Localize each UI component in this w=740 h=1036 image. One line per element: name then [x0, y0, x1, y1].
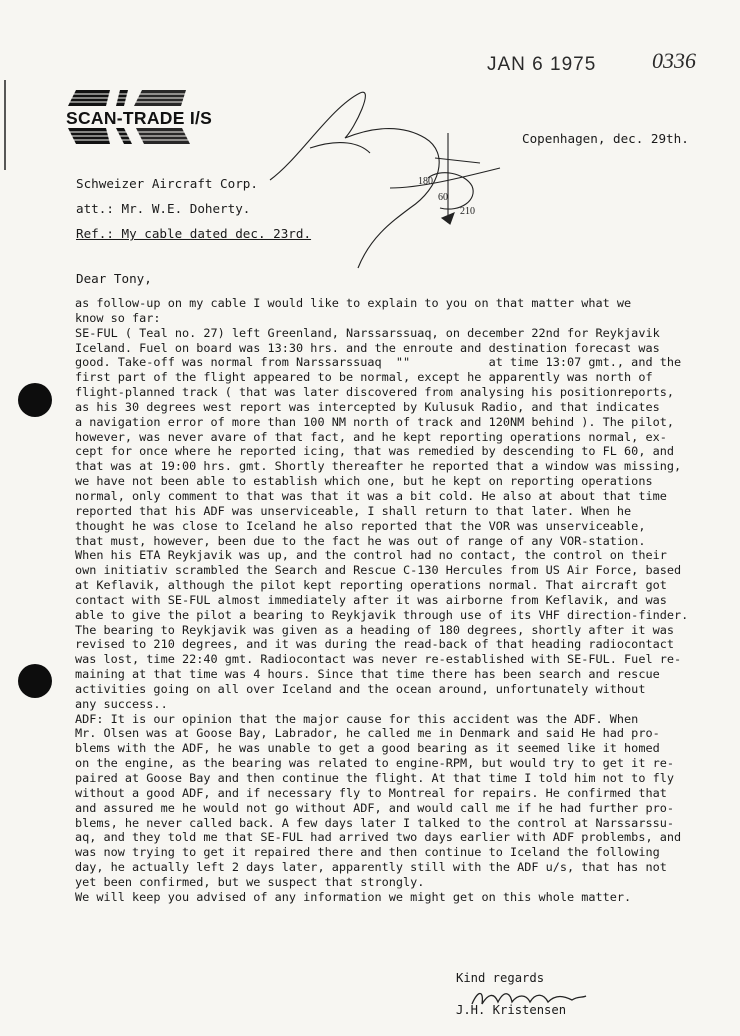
sketch-label-2: 60	[438, 192, 448, 203]
body-line: maining at that time was 4 hours. Since that time there has been search and rescue	[75, 667, 660, 682]
body-line: flight-planned track ( that was later discovered from analysing his positionreports,	[75, 385, 674, 400]
body-line: however, was never avare of that fact, and he kept reporting operations normal, ex-	[75, 429, 667, 444]
punch-hole-icon	[18, 383, 52, 417]
body-line: first part of the flight appeared to be normal, except he apparently was north of	[75, 370, 653, 385]
company-logo	[66, 86, 246, 156]
body-line: Iceland. Fuel on board was 13:30 hrs. and the enroute and destination forecast was	[75, 340, 660, 355]
body-line: paired at Goose Bay and then continue the flight. At that time I told him not to fly	[75, 771, 674, 785]
body-line: blems with the ADF, he was unable to get a good bearing as it seemed like it homed	[75, 741, 660, 756]
recipient: Schweizer Aircraft Corp.	[76, 176, 258, 191]
sketch-label-3: 210	[460, 206, 475, 217]
punch-hole-icon	[18, 664, 52, 698]
body-line: contact with SE-FUL almost immediately after it was airborne from Keflavik, and was	[75, 592, 667, 607]
sketch-label-1: 180	[418, 176, 433, 187]
body-line: thought he was close to Iceland he also reported that the VOR was unserviceable,	[75, 518, 646, 533]
body-line: was now trying to get it repaired there and then continue to Iceland the following	[75, 845, 660, 860]
body-line: yet been confirmed, but we suspect that strongly.	[75, 874, 425, 889]
body-line: cept for once where he reported icing, that was remedied by descending to FL 60, and	[75, 444, 674, 459]
signatory-name: J.H. Kristensen	[456, 1003, 567, 1017]
body-line: ADF: It is our opinion that the major cause for this accident was the ADF. When	[75, 711, 639, 726]
salutation: Dear Tony,	[76, 271, 152, 286]
body-line: day, he actually left 2 days later, apparently still with the ADF u/s, that has not	[75, 860, 667, 875]
body-line: on the engine, as the bearing was related to engine-RPM, but would try to get it re-	[75, 756, 674, 771]
body-line: without a good ADF, and if necessary fly to Montreal for repairs. He confirmed that	[75, 785, 667, 800]
body-line: activities going on all over Iceland and the ocean around, unfortunately without	[75, 681, 646, 696]
body-line: blems, he never called back. A few days later I talked to the control at Narssarssu-	[75, 815, 674, 830]
margin-mark	[4, 80, 6, 170]
closing-regards: Kind regards	[456, 971, 545, 985]
letter-body	[75, 296, 715, 905]
body-line: normal, only comment to that was that it was a bit cold. He also at about that time	[75, 488, 667, 503]
body-line: and assured me he would not go without ADF, and would call me if he had further pro-	[75, 800, 674, 815]
attention-line: att.: Mr. W.E. Doherty.	[76, 201, 251, 216]
body-line: we have not been able to establish which one, but he kept on reporting operations	[75, 474, 653, 489]
body-line: The bearing to Reykjavik was given as a heading of 180 degrees, shortly after it was	[75, 622, 674, 637]
body-line: Mr. Olsen was at Goose Bay, Labrador, he called me in Denmark and said He had pro-	[75, 726, 660, 741]
body-line: at Keflavik, although the pilot kept reporting operations normal. That aircraft got	[75, 578, 667, 593]
place-date: Copenhagen, dec. 29th.	[522, 131, 689, 146]
body-line: as his 30 degrees west report was intercepted by Kulusuk Radio, and that indicates	[75, 399, 660, 414]
logo-text: SCAN-TRADE I/S	[66, 108, 213, 128]
body-line: that must, however, been due to the fact he was out of range of any VOR-station.	[75, 533, 646, 548]
body-line: able to give the pilot a bearing to Reykjavik through use of its VHF direction-finder.	[75, 607, 689, 622]
body-line: know so far:	[75, 310, 161, 325]
body-line: own initiativ scrambled the Search and Rescue C-130 Hercules from US Air Force, based	[75, 563, 682, 578]
body-line: as follow-up on my cable I would like to explain to you on that matter what we	[75, 296, 632, 310]
body-line: that was at 19:00 hrs. gmt. Shortly thereafter he reported that a window was missing,	[75, 459, 682, 474]
date-stamp: JAN 6 1975	[487, 54, 597, 75]
body-line: revised to 210 degrees, and it was during the read-back of that heading radiocontact	[75, 637, 674, 652]
stamp-number: 0336	[652, 48, 696, 73]
body-line: any success..	[75, 696, 168, 711]
hand-drawn-sketch	[250, 68, 510, 288]
body-line: SE-FUL ( Teal no. 27) left Greenland, Narssarssuaq, on december 22nd for Reykjavik	[75, 325, 660, 340]
body-line: aq, and they told me that SE-FUL had arrived two days earlier with ADF problembs, and	[75, 830, 682, 845]
reference-line: Ref.: My cable dated dec. 23rd.	[76, 226, 312, 241]
body-line: We will keep you advised of any information we might get on this whole matter.	[75, 889, 632, 904]
body-line: a navigation error of more than 100 NM north of track and 120NM behind ). The pilot,	[75, 414, 674, 429]
body-line: reported that his ADF was unserviceable, I shall return to that later. When he	[75, 503, 632, 518]
body-line: was lost, time 22:40 gmt. Radiocontact was never re-established with SE-FUL. Fuel re-	[75, 652, 682, 667]
body-line: good. Take-off was normal from Narssarssuaq "" at time 13:07 gmt., and the	[75, 355, 682, 370]
body-line: When his ETA Reykjavik was up, and the control had no contact, the control on their	[75, 548, 667, 563]
